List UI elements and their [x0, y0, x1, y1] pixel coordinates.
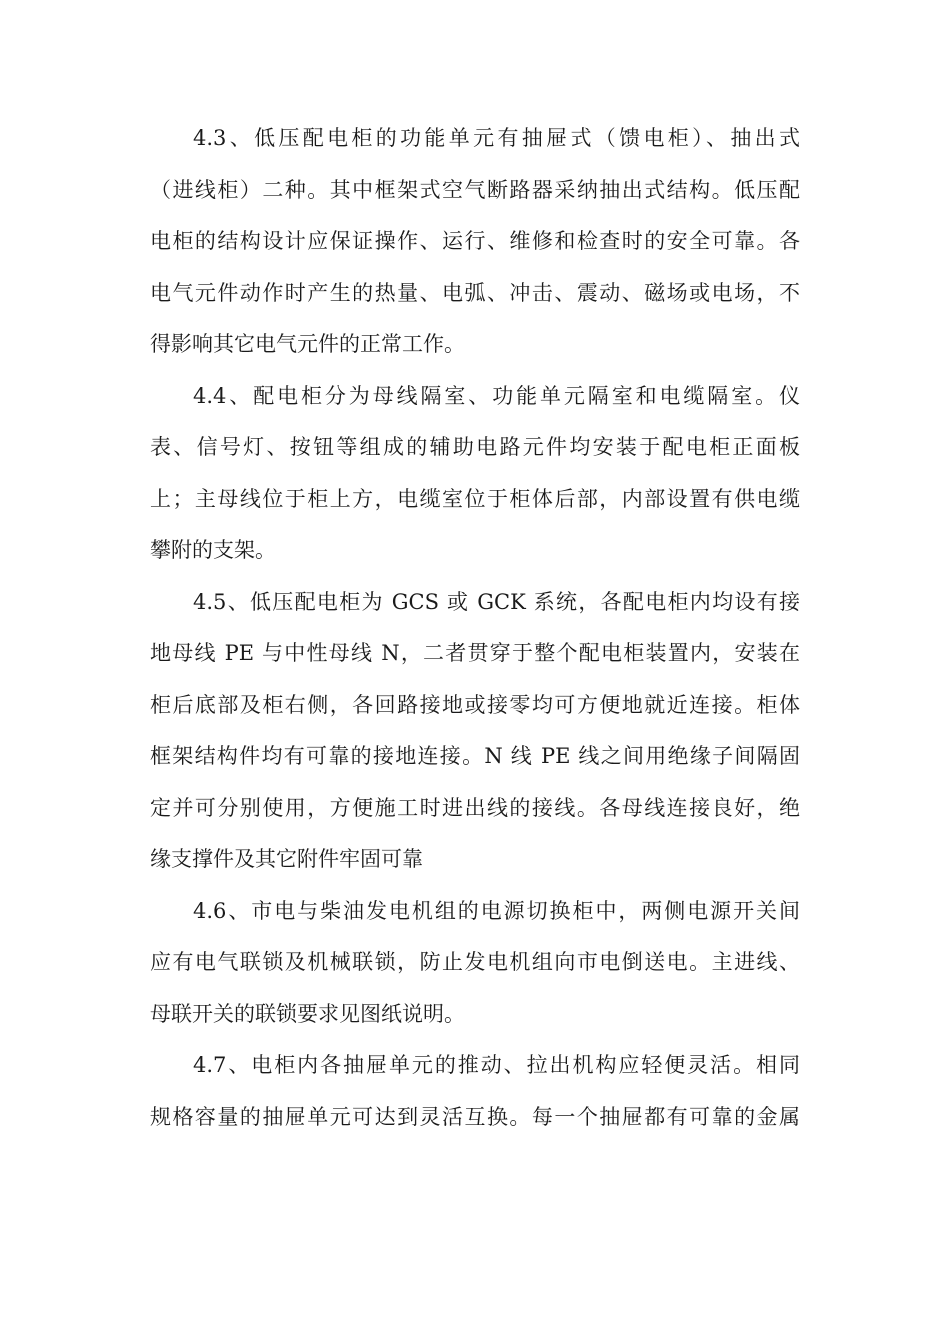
text-line: 得影响其它电气元件的正常工作。 — [150, 332, 465, 356]
text-line: 框架结构件均有可靠的接地连接。N 线 PE 线之间用绝缘子间隔固 — [150, 744, 800, 768]
text-line: 地母线 PE 与中性母线 N，二者贯穿于整个配电柜装置内，安装在 — [150, 641, 800, 665]
text-line: 规格容量的抽屉单元可达到灵活互换。每一个抽屉都有可靠的金属 — [150, 1104, 800, 1129]
text-line: 攀附的支架。 — [150, 538, 276, 562]
paragraph-4-7 — [150, 1040, 800, 1143]
text-line: 4.7、电柜内各抽屉单元的推动、拉出机构应轻便灵活。相同 — [193, 1053, 800, 1077]
paragraph-4-5 — [150, 577, 800, 886]
text-line: （进线柜）二种。其中框架式空气断路器采纳抽出式结构。低压配 — [150, 177, 800, 202]
paragraph-4-6 — [150, 886, 800, 1041]
text-line: 4.4、配电柜分为母线隔室、功能单元隔室和电缆隔室。仪 — [193, 383, 800, 408]
text-line: 定并可分别使用，方便施工时进出线的接线。各母线连接良好，绝 — [150, 795, 800, 820]
text-line: 电气元件动作时产生的热量、电弧、冲击、震动、磁场或电场，不 — [150, 280, 800, 305]
text-line: 4.6、市电与柴油发电机组的电源切换柜中，两侧电源开关间 — [193, 898, 800, 923]
text-line: 表、信号灯、按钮等组成的辅助电路元件均安装于配电柜正面板 — [150, 435, 800, 459]
paragraph-4-3 — [150, 113, 800, 371]
text-line: 应有电气联锁及机械联锁，防止发电机组向市电倒送电。主进线、 — [150, 950, 800, 974]
text-line: 4.5、低压配电柜为 GCS 或 GCK 系统，各配电柜内均设有接 — [193, 589, 800, 614]
document-body — [150, 113, 800, 1143]
paragraph-4-4 — [150, 371, 800, 577]
text-line: 柜后底部及柜右侧，各回路接地或接零均可方便地就近连接。柜体 — [150, 692, 800, 717]
text-line: 电柜的结构设计应保证操作、运行、维修和检查时的安全可靠。各 — [150, 229, 800, 253]
text-line: 缘支撑件及其它附件牢固可靠 — [150, 847, 423, 871]
text-line: 4.3、低压配电柜的功能单元有抽屉式（馈电柜）、抽出式 — [193, 126, 800, 150]
text-line: 上；主母线位于柜上方，电缆室位于柜体后部，内部设置有供电缆 — [150, 486, 800, 511]
text-line: 母联开关的联锁要求见图纸说明。 — [150, 1001, 465, 1026]
